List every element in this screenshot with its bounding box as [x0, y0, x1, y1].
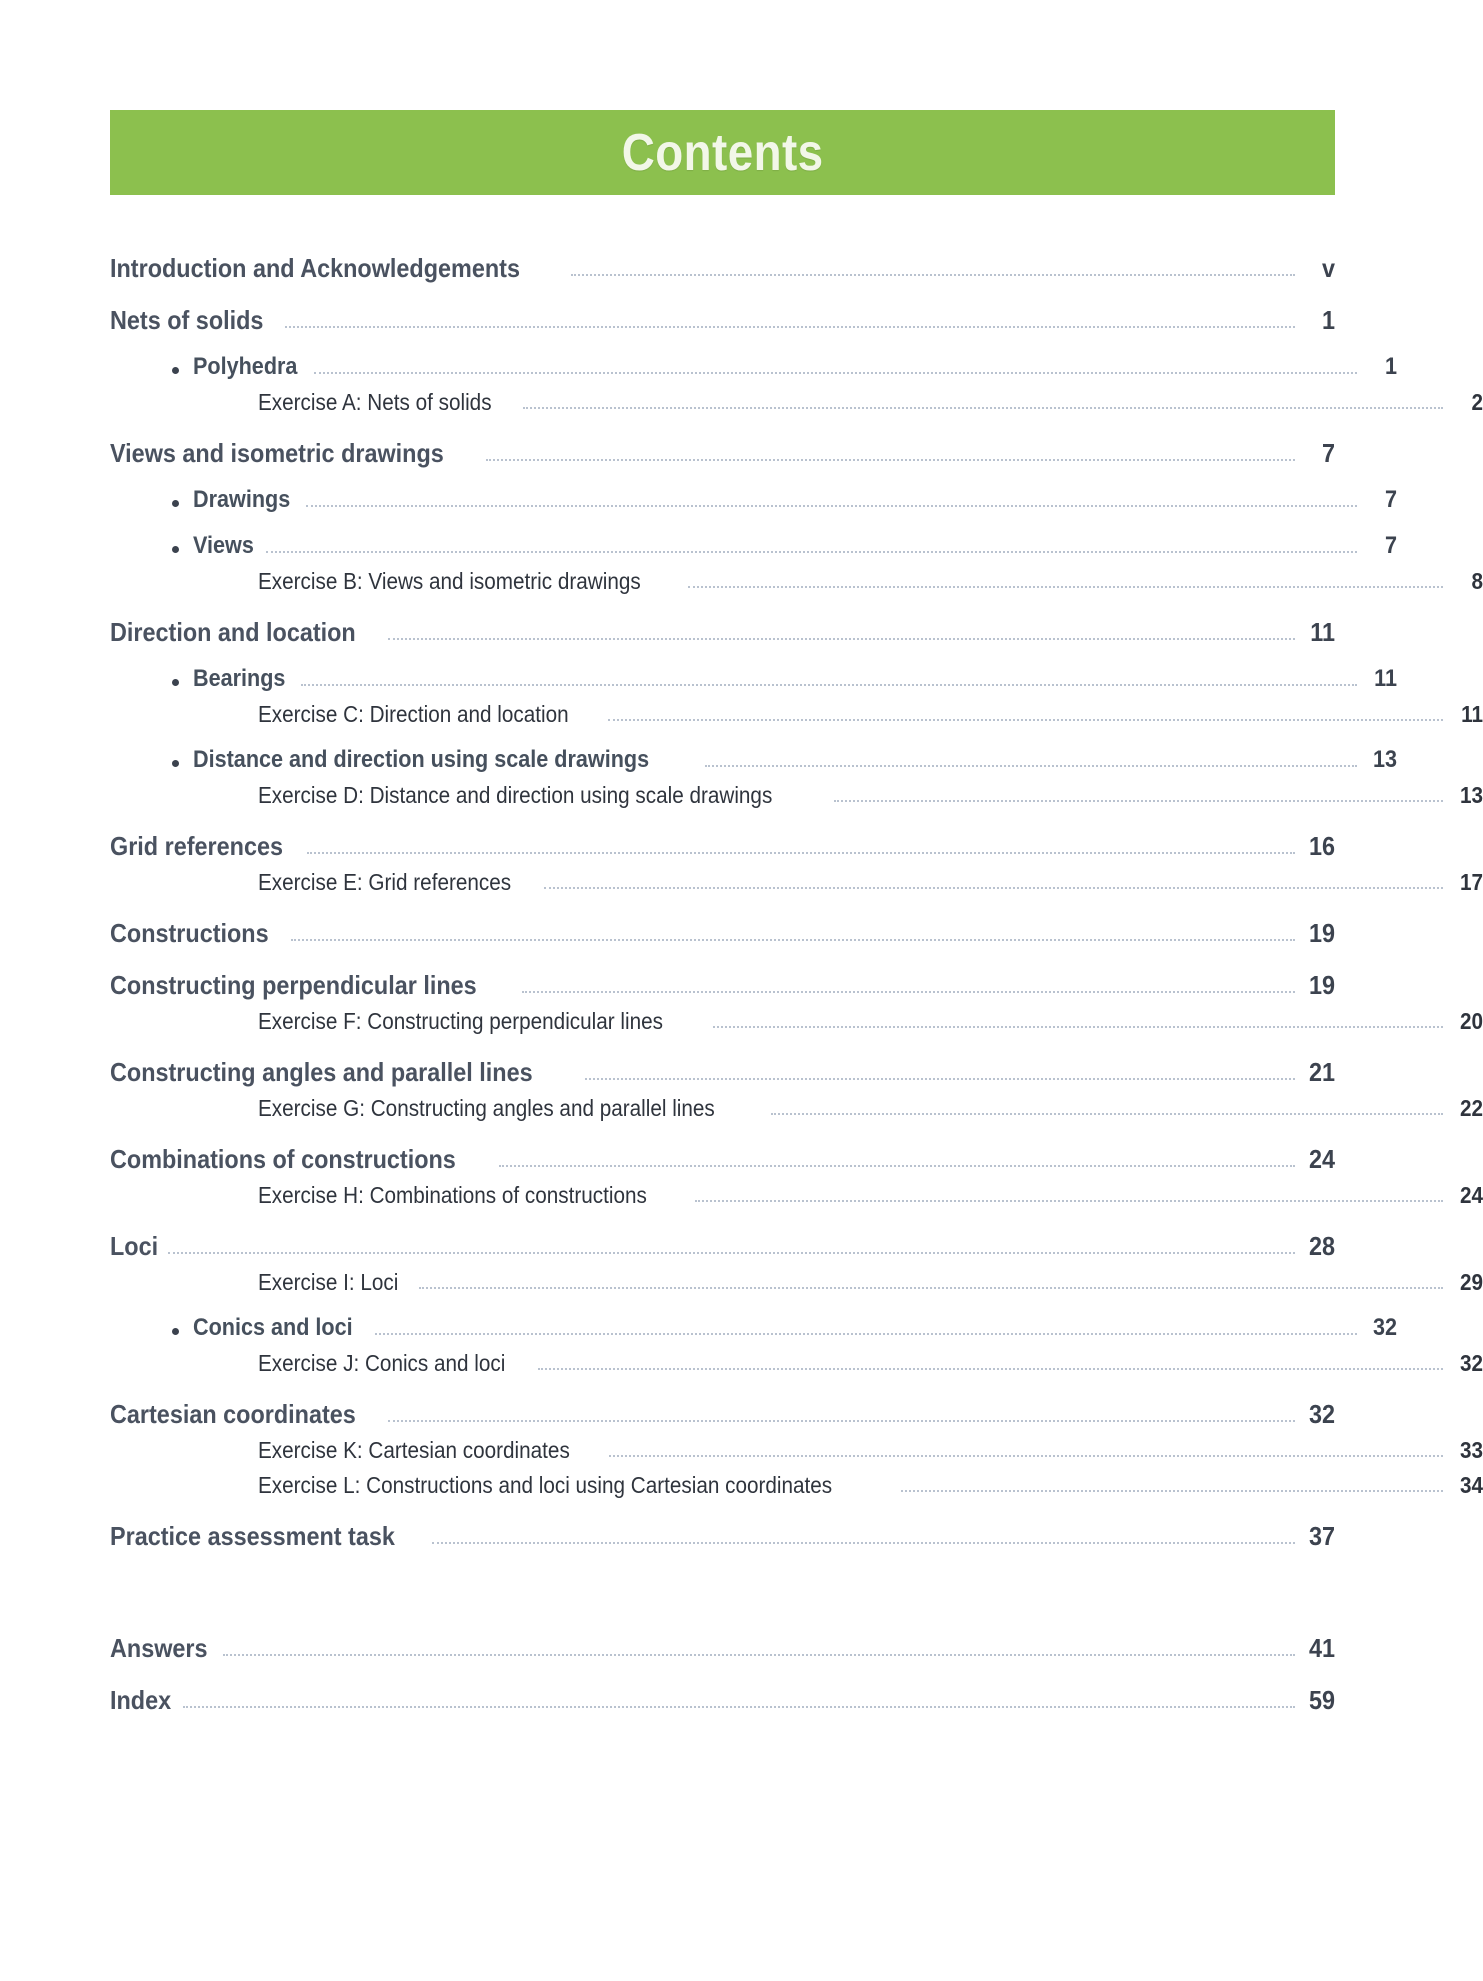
bullet-icon [172, 679, 179, 686]
toc-entry-label: Constructions [110, 918, 269, 948]
dot-leader [834, 799, 1443, 802]
content-column [110, 110, 1483, 1715]
dot-leader [314, 371, 1357, 374]
dot-leader [713, 1025, 1443, 1028]
dot-leader [544, 886, 1443, 889]
toc-entry[interactable] [110, 1401, 1335, 1427]
toc-entry-label: Index [110, 1685, 172, 1715]
toc-entry[interactable] [110, 833, 1335, 859]
table-of-contents [110, 253, 1483, 1715]
toc-entry[interactable] [110, 570, 1483, 593]
toc-entry-page-number: 1 [1384, 353, 1397, 380]
dot-leader [688, 585, 1443, 588]
toc-entry[interactable] [110, 1523, 1335, 1549]
toc-entry-label: Polyhedra [193, 353, 298, 380]
toc-entry[interactable] [110, 355, 1397, 379]
dot-leader [183, 1705, 1295, 1708]
toc-entry-page-number: 59 [1308, 1685, 1335, 1715]
toc-entry[interactable] [110, 1439, 1483, 1462]
toc-entry-page-number: 37 [1308, 1521, 1335, 1551]
toc-entry-page-number: 16 [1308, 831, 1335, 861]
toc-entry[interactable] [110, 784, 1483, 807]
dot-leader [419, 1286, 1443, 1289]
toc-entry-page-number: 11 [1461, 701, 1483, 727]
toc-entry-page-number: 1 [1321, 305, 1335, 335]
toc-entry-label: Exercise K: Cartesian coordinates [258, 1437, 570, 1463]
toc-entry-page-number: 20 [1459, 1008, 1483, 1034]
toc-entry[interactable] [110, 748, 1397, 772]
page-title: Contents [621, 123, 824, 182]
toc-entry[interactable] [110, 871, 1483, 894]
toc-entry[interactable] [110, 391, 1483, 414]
toc-entry-label: Grid references [110, 831, 283, 861]
contents-banner [110, 110, 1335, 195]
toc-entry-label: Introduction and Acknowledgements [110, 253, 520, 283]
toc-entry-page-number: 32 [1372, 1314, 1397, 1341]
toc-entry-page-number: 8 [1471, 568, 1483, 594]
toc-entry-label: Nets of solids [110, 305, 264, 335]
toc-entry-page-number: 33 [1459, 1437, 1483, 1463]
toc-entry-label: Constructing perpendicular lines [110, 970, 477, 1000]
dot-leader [223, 1653, 1295, 1656]
toc-entry-page-number: 22 [1459, 1095, 1483, 1121]
toc-entry-page-number: 24 [1308, 1144, 1335, 1174]
dot-leader [432, 1541, 1295, 1544]
toc-entry-page-number: 32 [1459, 1350, 1483, 1376]
bullet-icon [172, 500, 179, 507]
dot-leader [306, 504, 1357, 507]
toc-entry-page-number: 41 [1308, 1633, 1335, 1663]
toc-entry-label: Exercise B: Views and isometric drawings [258, 568, 641, 594]
toc-entry-label: Views and isometric drawings [110, 438, 444, 468]
toc-entry-page-number: 24 [1459, 1182, 1483, 1208]
toc-entry[interactable] [110, 619, 1335, 645]
bullet-icon [172, 1328, 179, 1335]
toc-entry-label: Combinations of constructions [110, 1144, 456, 1174]
toc-entry[interactable] [110, 1146, 1335, 1172]
dot-leader [522, 990, 1295, 993]
toc-entry[interactable] [110, 667, 1397, 691]
dot-leader [901, 1489, 1443, 1492]
toc-entry-page-number: 11 [1374, 665, 1397, 692]
toc-entry-label: Exercise H: Combinations of constructions [258, 1182, 647, 1208]
bullet-icon [172, 367, 179, 374]
dot-leader [705, 764, 1357, 767]
toc-entry[interactable] [110, 920, 1335, 946]
dot-leader [609, 1454, 1443, 1457]
dot-leader [301, 683, 1357, 686]
dot-leader [523, 406, 1444, 409]
dot-leader [388, 637, 1295, 640]
toc-entry-page-number: 28 [1308, 1231, 1335, 1261]
toc-entry-page-number: 7 [1321, 438, 1335, 468]
dot-leader [499, 1164, 1295, 1167]
dot-leader [771, 1112, 1443, 1115]
dot-leader [307, 851, 1295, 854]
toc-entry-label: Exercise D: Distance and direction using scale drawings [258, 782, 773, 808]
dot-leader [375, 1332, 1357, 1335]
dot-leader [608, 718, 1443, 721]
toc-entry-label: Exercise I: Loci [258, 1269, 399, 1295]
toc-entry[interactable] [110, 440, 1335, 466]
toc-entry[interactable] [110, 1635, 1335, 1661]
toc-entry-page-number: 21 [1308, 1057, 1335, 1087]
dot-leader [538, 1367, 1443, 1370]
toc-entry-label: Views [193, 532, 254, 559]
toc-entry[interactable] [110, 534, 1397, 558]
toc-entry-label: Exercise J: Conics and loci [258, 1350, 506, 1376]
toc-entry-page-number: 11 [1310, 617, 1335, 647]
toc-entry-label: Cartesian coordinates [110, 1399, 356, 1429]
dot-leader [571, 273, 1295, 276]
toc-entry-page-number: 7 [1384, 532, 1397, 559]
dot-leader [388, 1419, 1295, 1422]
toc-entry[interactable] [110, 1010, 1483, 1033]
toc-entry-page-number: 13 [1372, 746, 1397, 773]
toc-entry[interactable] [110, 1184, 1483, 1207]
dot-leader [285, 325, 1295, 328]
toc-entry[interactable] [110, 307, 1335, 333]
toc-entry-page-number: 2 [1471, 389, 1483, 415]
toc-entry-label: Distance and direction using scale drawings [193, 746, 650, 773]
toc-entry[interactable] [110, 488, 1397, 512]
toc-entry-page-number: 34 [1459, 1472, 1483, 1498]
toc-entry[interactable] [110, 255, 1335, 281]
toc-entry-label: Loci [110, 1231, 159, 1261]
toc-entry-label: Drawings [193, 486, 291, 513]
toc-entry-label: Direction and location [110, 617, 356, 647]
toc-entry-label: Exercise G: Constructing angles and parallel lines [258, 1095, 715, 1121]
toc-entry-label: Constructing angles and parallel lines [110, 1057, 533, 1087]
dot-leader [291, 938, 1295, 941]
toc-entry[interactable] [110, 1316, 1397, 1340]
toc-entry[interactable] [110, 972, 1335, 998]
toc-entry[interactable] [110, 1233, 1335, 1259]
toc-entry-page-number: 13 [1459, 782, 1483, 808]
toc-entry-page-number: 29 [1459, 1269, 1483, 1295]
toc-entry[interactable] [110, 703, 1483, 726]
toc-entry-label: Conics and loci [193, 1314, 353, 1341]
toc-entry-page-number: 32 [1308, 1399, 1335, 1429]
toc-entry[interactable] [110, 1352, 1483, 1375]
toc-entry-page-number: 7 [1384, 486, 1397, 513]
dot-leader [695, 1199, 1443, 1202]
dot-leader [585, 1077, 1295, 1080]
toc-entry[interactable] [110, 1059, 1335, 1085]
toc-entry[interactable] [110, 1271, 1483, 1294]
dot-leader [486, 458, 1295, 461]
toc-entry-page-number: 17 [1459, 869, 1483, 895]
toc-entry-label: Practice assessment task [110, 1521, 395, 1551]
toc-entry-page-number: 19 [1308, 918, 1335, 948]
bullet-icon [172, 760, 179, 767]
toc-entry-label: Exercise A: Nets of solids [258, 389, 492, 415]
toc-entry-page-number: 19 [1308, 970, 1335, 1000]
toc-entry[interactable] [110, 1687, 1335, 1713]
toc-entry-page-number: v [1321, 253, 1335, 283]
toc-entry-label: Exercise C: Direction and location [258, 701, 569, 727]
toc-entry-label: Exercise F: Constructing perpendicular lines [258, 1008, 663, 1034]
dot-leader [266, 550, 1357, 553]
dot-leader [168, 1251, 1295, 1254]
toc-entry-label: Exercise E: Grid references [258, 869, 512, 895]
toc-entry-label: Bearings [193, 665, 286, 692]
toc-entry-label: Answers [110, 1633, 208, 1663]
toc-entry-label: Exercise L: Constructions and loci using Cartesian coordinates [258, 1472, 833, 1498]
toc-entry[interactable] [110, 1097, 1483, 1120]
toc-entry[interactable] [110, 1474, 1483, 1497]
bullet-icon [172, 546, 179, 553]
